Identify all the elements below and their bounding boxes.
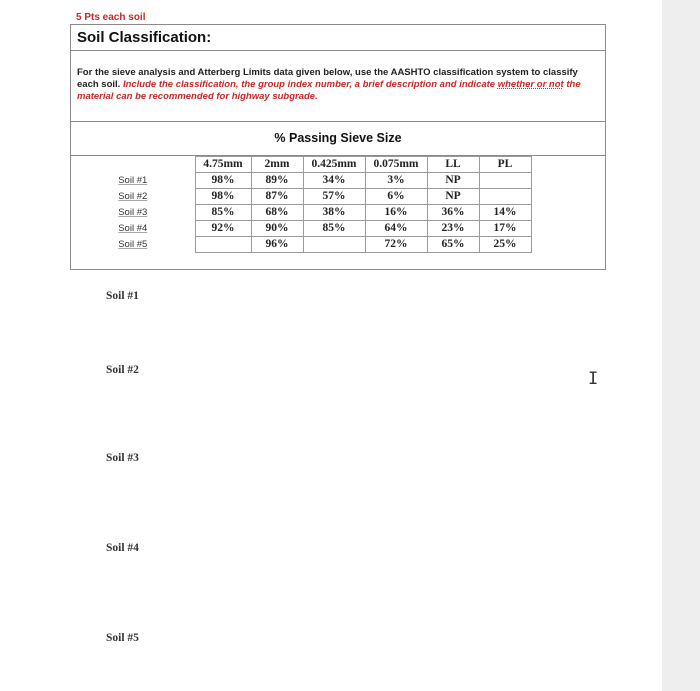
table-cell: 57% (303, 189, 365, 205)
table-cell: NP (427, 189, 479, 205)
table-cell (479, 189, 531, 205)
table-cell: 96% (251, 237, 303, 253)
row-label: Soil #2 (118, 191, 148, 202)
row-label: Soil #3 (118, 207, 148, 218)
table-cell: 17% (479, 221, 531, 237)
table-cell: 16% (365, 205, 427, 221)
instructions-text: For the sieve analysis and Atterberg Limits data given below, use the AASHTO classification system to classify each soil. (77, 67, 578, 90)
sieve-table (71, 156, 606, 253)
instructions-emphasis: Include the classification, the group index number, a brief description and indicate (122, 79, 498, 90)
table-cell (195, 237, 251, 253)
table-header: % Passing Sieve Size (274, 131, 402, 145)
table-cell: 85% (303, 221, 365, 237)
column-header: 0.425mm (303, 157, 365, 173)
divider (71, 121, 605, 122)
table-row (71, 221, 606, 237)
column-header: 2mm (251, 157, 303, 173)
instructions-underlined: whether or not (497, 79, 564, 90)
table-cell: 92% (195, 221, 251, 237)
table-cell: 87% (251, 189, 303, 205)
column-header: 0.075mm (365, 157, 427, 173)
table-cell: 68% (251, 205, 303, 221)
table-cell: 65% (427, 237, 479, 253)
table-cell: 64% (365, 221, 427, 237)
instructions-emphasis-end: the material can be recommended for highway subgrade. (77, 79, 581, 102)
points-note: 5 Pts each soil (76, 12, 146, 23)
row-label: Soil #1 (118, 175, 148, 186)
instructions (77, 67, 599, 103)
answer-label-soil-3: Soil #3 (106, 452, 139, 464)
table-cell: 85% (195, 205, 251, 221)
text-cursor-icon: I (588, 369, 599, 389)
column-header: LL (427, 157, 479, 173)
divider (71, 50, 605, 51)
table-cell: 89% (251, 173, 303, 189)
row-label: Soil #4 (118, 223, 148, 234)
table-cell: 98% (195, 189, 251, 205)
answer-label-soil-2: Soil #2 (106, 364, 139, 376)
table-cell (303, 237, 365, 253)
table-cell: NP (427, 173, 479, 189)
table-row (71, 205, 606, 221)
table-header-row (71, 157, 606, 173)
table-cell: 36% (427, 205, 479, 221)
table-cell: 72% (365, 237, 427, 253)
question-box (70, 24, 606, 270)
answer-label-soil-4: Soil #4 (106, 542, 139, 554)
table-cell: 23% (427, 221, 479, 237)
table-cell: 34% (303, 173, 365, 189)
table-cell: 6% (365, 189, 427, 205)
table-row (71, 237, 606, 253)
table-cell: 14% (479, 205, 531, 221)
table-row (71, 189, 606, 205)
answer-label-soil-5: Soil #5 (106, 632, 139, 644)
table-cell: 25% (479, 237, 531, 253)
column-header: 4.75mm (195, 157, 251, 173)
table-cell: 3% (365, 173, 427, 189)
table-cell: 98% (195, 173, 251, 189)
answer-label-soil-1: Soil #1 (106, 290, 139, 302)
table-cell (479, 173, 531, 189)
table-row (71, 173, 606, 189)
table-cell: 90% (251, 221, 303, 237)
table-cell: 38% (303, 205, 365, 221)
row-label: Soil #5 (118, 239, 148, 250)
column-header: PL (479, 157, 531, 173)
question-title: Soil Classification: (77, 29, 212, 46)
